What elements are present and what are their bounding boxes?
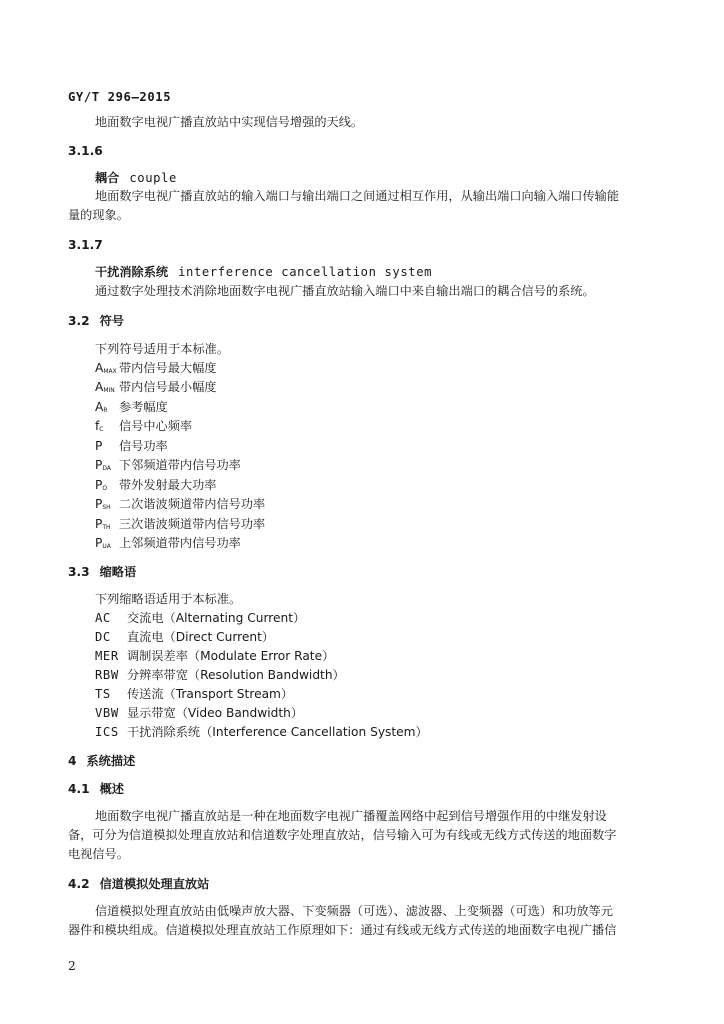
abbreviation: RBW xyxy=(95,668,119,682)
symbol: AR xyxy=(95,400,108,414)
symbol-item xyxy=(95,516,265,536)
paragraph-line: 信道模拟处理直放站由低噪声放大器、下变频器（可选）、滤波器、上变频器（可选）和功放等元 xyxy=(95,904,613,918)
paragraph-line: 备，可分为信道模拟处理直放站和信道数字处理直放站，信号输入可为有线或无线方式传送的地面数字 xyxy=(68,828,617,842)
paragraph-line: 电视信号。 xyxy=(68,847,129,861)
symbol-item xyxy=(95,399,168,419)
abbreviation-item xyxy=(95,686,293,702)
section-intro: 下列缩略语适用于本标准。 xyxy=(95,592,242,606)
section-title: 系统描述 xyxy=(86,754,136,768)
symbol: P xyxy=(95,439,103,453)
abbreviation: VBW xyxy=(95,706,119,720)
abbreviation: MER xyxy=(95,649,119,663)
section-title: 概述 xyxy=(99,782,124,796)
abbreviation: TS xyxy=(95,687,111,701)
symbol-item xyxy=(95,477,217,497)
page-number: 2 xyxy=(68,959,76,973)
paragraph-line: 地面数字电视广播直放站是一种在地面数字电视广播覆盖网络中起到信号增强作用的中继发射设 xyxy=(95,809,607,823)
symbol-item xyxy=(95,457,241,477)
abbreviation-item xyxy=(95,648,334,664)
abbreviation-desc: 传送流（Transport Stream） xyxy=(127,687,294,701)
symbol-desc: 信号功率 xyxy=(119,439,168,453)
section-number: 4.2 xyxy=(68,877,90,891)
symbol-item xyxy=(95,379,217,399)
abbreviation-item xyxy=(95,724,428,740)
document-id: GY/T 296—2015 xyxy=(68,90,172,104)
symbol: PDA xyxy=(95,458,111,472)
symbol-item xyxy=(95,438,168,458)
section-number: 3.2 xyxy=(68,314,90,328)
symbol-item xyxy=(95,535,241,555)
section-number: 4.1 xyxy=(68,782,90,796)
symbol: AMAX xyxy=(95,361,117,375)
abbreviation-desc: 直流电（Direct Current） xyxy=(127,630,275,644)
term-cn: 干扰消除系统 xyxy=(95,265,169,279)
abbreviation-item xyxy=(95,610,305,626)
section-intro: 下列符号适用于本标准。 xyxy=(95,342,230,356)
term-en: interference cancellation system xyxy=(178,265,433,279)
symbol-item xyxy=(95,418,192,438)
symbol-desc: 参考幅度 xyxy=(119,400,168,414)
abbreviation-item xyxy=(95,629,274,645)
symbol: PO xyxy=(95,478,108,492)
paragraph-line: 地面数字电视广播直放站中实现信号增强的天线。 xyxy=(95,115,364,129)
symbol-desc: 上邻频道带内信号功率 xyxy=(119,536,241,550)
abbreviation-desc: 显示带宽（Video Bandwidth） xyxy=(127,706,304,720)
symbol-desc: 带内信号最小幅度 xyxy=(119,380,217,394)
symbol-desc: 三次谐波频道带内信号功率 xyxy=(119,517,266,531)
abbreviation-item xyxy=(95,705,303,721)
abbreviation: DC xyxy=(95,630,111,644)
section-heading-3-2 xyxy=(68,313,124,329)
symbol: fC xyxy=(95,419,104,433)
abbreviation-desc: 调制误差率（Modulate Error Rate） xyxy=(127,649,335,663)
term-cn: 耦合 xyxy=(95,171,120,185)
definition-line: 量的现象。 xyxy=(68,208,129,222)
section-title: 符号 xyxy=(99,314,124,328)
section-heading-4 xyxy=(68,753,135,769)
abbreviation-desc: 交流电（Alternating Current） xyxy=(127,611,306,625)
abbreviation: ICS xyxy=(95,725,119,739)
term-heading-couple xyxy=(95,170,177,186)
section-number-3-1-6: 3.1.6 xyxy=(68,144,103,158)
section-heading-4-2 xyxy=(68,876,209,892)
definition-line: 地面数字电视广播直放站的输入端口与输出端口之间通过相互作用，从输出端口向输入端口传输能 xyxy=(95,189,620,203)
abbreviation-desc: 干扰消除系统（Interference Cancellation System） xyxy=(127,725,428,739)
paragraph-line: 器件和模块组成。信道模拟处理直放站工作原理如下：通过有线或无线方式传送的地面数字电视广播信 xyxy=(68,923,617,937)
abbreviation: AC xyxy=(95,611,111,625)
symbol: AMIN xyxy=(95,380,115,394)
symbol-desc: 信号中心频率 xyxy=(119,419,193,433)
symbol: PUA xyxy=(95,536,111,550)
term-en: couple xyxy=(129,171,177,185)
section-title: 信道模拟处理直放站 xyxy=(99,877,210,891)
symbol-item xyxy=(95,360,217,380)
section-title: 缩略语 xyxy=(99,565,137,579)
symbol-desc: 带内信号最大幅度 xyxy=(119,361,217,375)
term-heading-ics xyxy=(95,264,432,280)
section-number: 4 xyxy=(68,754,77,768)
abbreviation-desc: 分辨率带宽（Resolution Bandwidth） xyxy=(127,668,345,682)
symbol-desc: 下邻频道带内信号功率 xyxy=(119,458,241,472)
symbol-desc: 二次谐波频道带内信号功率 xyxy=(119,497,266,511)
symbol: PSH xyxy=(95,497,111,511)
section-heading-4-1 xyxy=(68,781,124,797)
definition-line: 通过数字处理技术消除地面数字电视广播直放站输入端口中来自输出端口的耦合信号的系统。 xyxy=(95,284,595,298)
section-heading-3-3 xyxy=(68,564,136,580)
symbol-item xyxy=(95,496,265,516)
section-number-3-1-7: 3.1.7 xyxy=(68,238,103,252)
symbol-desc: 带外发射最大功率 xyxy=(119,478,217,492)
abbreviation-item xyxy=(95,667,345,683)
symbol: PTH xyxy=(95,517,111,531)
section-number: 3.3 xyxy=(68,565,90,579)
